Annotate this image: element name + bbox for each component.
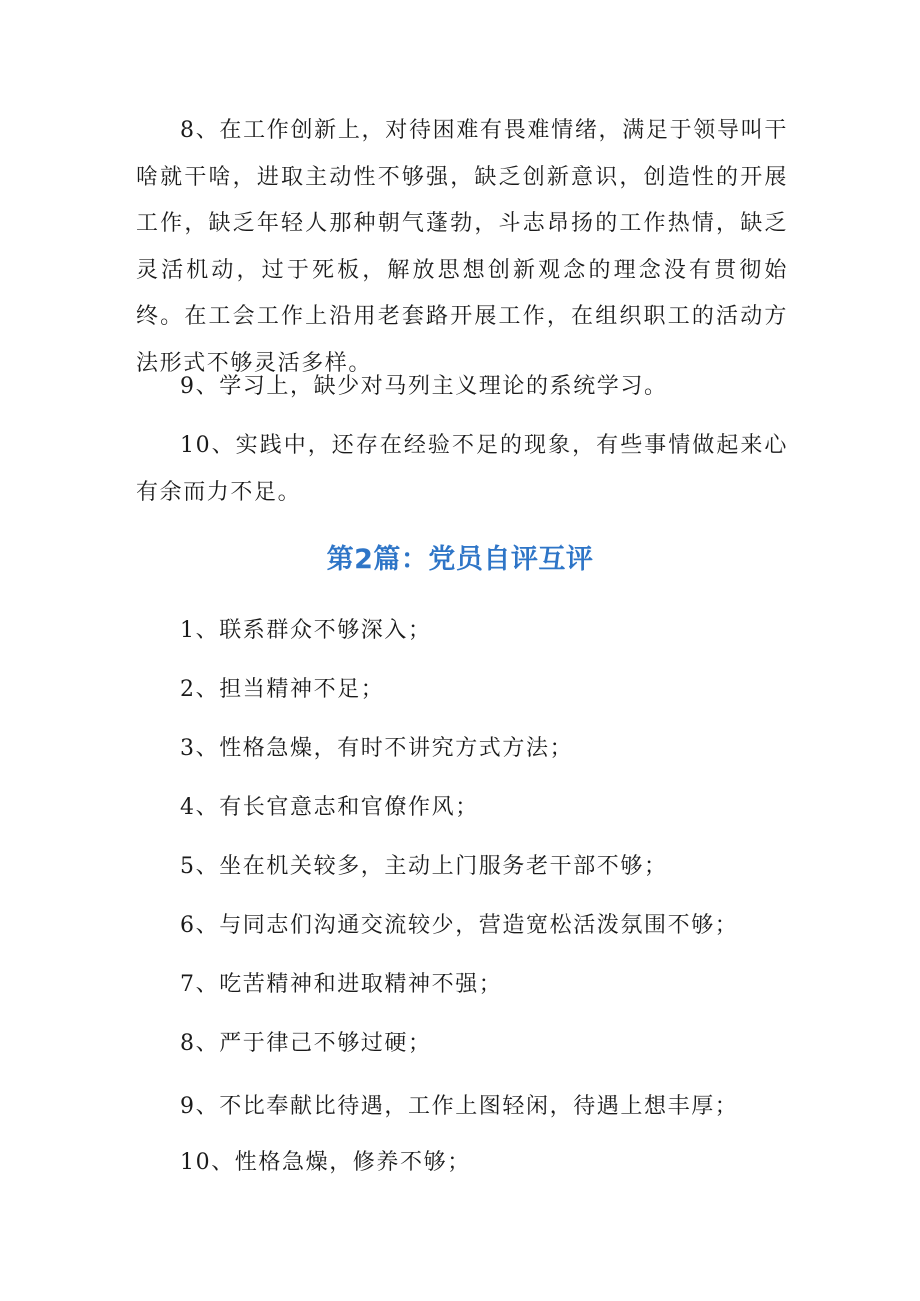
list-item: 9、不比奉献比待遇，工作上图轻闲，待遇上想丰厚； <box>180 1094 739 1119</box>
paragraph-item-10: 10、实践中，还存在经验不足的现象，有些事情做起来心有余而力不足。 <box>136 433 788 505</box>
list-item: 6、与同志们沟通交流较少，营造宽松活泼氛围不够； <box>180 913 739 938</box>
list-item: 1、联系群众不够深入； <box>180 618 432 643</box>
list-item: 10、性格急燥，修养不够； <box>180 1150 471 1175</box>
list-item: 3、性格急燥，有时不讲究方式方法； <box>180 736 574 761</box>
list-item: 4、有长官意志和官僚作风； <box>180 795 479 820</box>
list-item: 8、严于律己不够过硬； <box>180 1031 432 1056</box>
list-item: 7、吃苦精神和进取精神不强； <box>180 972 503 997</box>
list-item: 2、担当精神不足； <box>180 677 385 702</box>
section-heading: 第2篇：党员自评互评 <box>326 544 594 575</box>
list-item: 5、坐在机关较多，主动上门服务老干部不够； <box>180 854 668 879</box>
paragraph-item-9: 9、学习上，缺少对马列主义理论的系统学习。 <box>180 374 668 399</box>
paragraph-item-8: 8、在工作创新上，对待困难有畏难情绪，满足于领导叫干啥就干啥，进取主动性不够强，缺乏创新意识，创造性的开展工作，缺乏年轻人那种朝气蓬勃，斗志昂扬的工作热情，缺乏灵活机动，过于死板，解放思想创新观念的理念没有贯彻始终。在工会工作上沿用老套路开展工作，在组织职工的活动方法形式不够灵活多样。 <box>136 118 788 376</box>
